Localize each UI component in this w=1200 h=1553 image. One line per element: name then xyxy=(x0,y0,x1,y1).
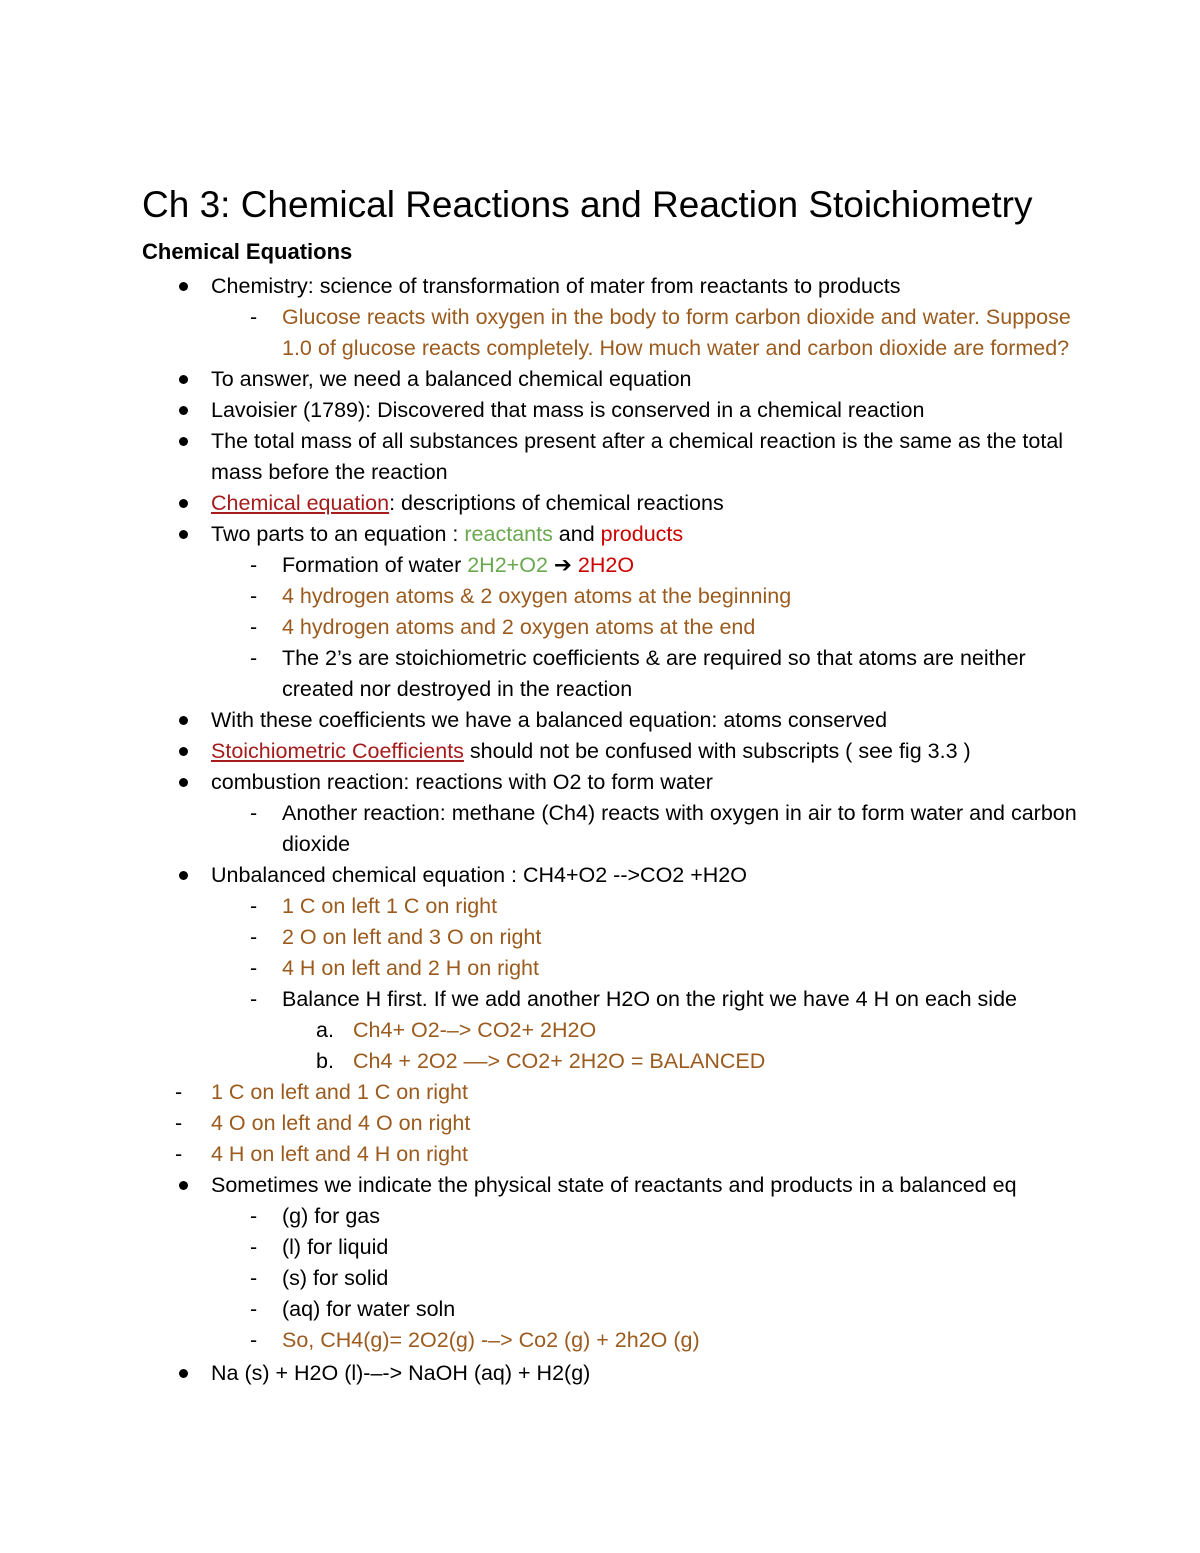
list-item: Na (s) + H2O (l)-–-> NaOH (aq) + H2(g) xyxy=(211,1361,591,1385)
definition-text: : descriptions of chemical reactions xyxy=(389,491,724,515)
list-item: To answer, we need a balanced chemical equation xyxy=(211,367,692,391)
products-formula: 2H2O xyxy=(577,553,635,577)
list-item: Ch4+ O2-–> CO2+ 2H2O xyxy=(353,1018,597,1042)
dash-marker: - xyxy=(250,801,258,825)
arrow-icon: ➔ xyxy=(547,553,578,577)
bullet-dot xyxy=(179,437,188,446)
list-item xyxy=(211,519,683,550)
list-item: 1 C on left and 1 C on right xyxy=(211,1080,468,1104)
dash-marker: - xyxy=(250,956,258,980)
section-heading: Chemical Equations xyxy=(142,239,353,264)
term-stoichiometric-coefficients: Stoichiometric Coefficients xyxy=(211,739,464,763)
list-item: Lavoisier (1789): Discovered that mass is conserved in a chemical reaction xyxy=(211,398,925,422)
dash-marker: - xyxy=(250,1297,258,1321)
dash-marker: - xyxy=(250,646,258,670)
bullet-dot xyxy=(179,499,188,508)
dash-marker: - xyxy=(250,1204,258,1228)
bullet-dot xyxy=(179,1181,188,1190)
dash-marker: - xyxy=(250,1266,258,1290)
list-item: (l) for liquid xyxy=(282,1235,389,1259)
term-chemical-equation: Chemical equation xyxy=(211,491,390,515)
definition-text: should not be confused with subscripts ( see fig 3.3 ) xyxy=(463,739,971,763)
list-item: Another reaction: methane (Ch4) reacts with oxygen in air to form water and carbon xyxy=(282,801,1077,825)
dash-marker: - xyxy=(250,584,258,608)
bullet-dot xyxy=(179,871,188,880)
dash-marker: - xyxy=(250,305,258,329)
reactants-formula: 2H2+O2 xyxy=(467,553,548,577)
text: Two parts to an equation : xyxy=(211,522,465,546)
bullet-dot xyxy=(179,406,188,415)
list-item-continued: dioxide xyxy=(282,832,351,856)
dash-marker: - xyxy=(175,1142,183,1166)
bullet-dot xyxy=(179,282,188,291)
list-item: So, CH4(g)= 2O2(g) -–> Co2 (g) + 2h2O (g) xyxy=(282,1328,700,1352)
list-item: 4 O on left and 4 O on right xyxy=(211,1111,471,1135)
list-item xyxy=(211,736,971,767)
products-label: products xyxy=(600,522,684,546)
bullet-dot xyxy=(179,747,188,756)
list-item: The 2’s are stoichiometric coefficients & are required so that atoms are neither xyxy=(282,646,1026,670)
list-item: (s) for solid xyxy=(282,1266,389,1290)
list-item xyxy=(211,488,724,519)
dash-marker: - xyxy=(250,987,258,1011)
dash-marker: - xyxy=(250,894,258,918)
dash-marker: - xyxy=(175,1111,183,1135)
dash-marker: - xyxy=(175,1080,183,1104)
list-item-continued: mass before the reaction xyxy=(211,460,448,484)
dash-marker: - xyxy=(250,925,258,949)
bullet-dot xyxy=(179,716,188,725)
list-item: combustion reaction: reactions with O2 to form water xyxy=(211,770,713,794)
bullet-dot xyxy=(179,375,188,384)
list-item: With these coefficients we have a balanced equation: atoms conserved xyxy=(211,708,888,732)
dash-marker: - xyxy=(250,615,258,639)
list-item: 4 H on left and 2 H on right xyxy=(282,956,539,980)
reactants-label: reactants xyxy=(464,522,553,546)
list-item: 4 hydrogen atoms & 2 oxygen atoms at the beginning xyxy=(282,584,792,608)
list-item: Balance H first. If we add another H2O on the right we have 4 H on each side xyxy=(282,987,1017,1011)
list-item: Sometimes we indicate the physical state of reactants and products in a balanced eq xyxy=(211,1173,1017,1197)
list-item: (g) for gas xyxy=(282,1204,380,1228)
list-item: 4 H on left and 4 H on right xyxy=(211,1142,468,1166)
list-item: Ch4 + 2O2 ––> CO2+ 2H2O = BALANCED xyxy=(353,1049,766,1073)
ordered-marker: a. xyxy=(316,1018,334,1042)
dash-marker: - xyxy=(250,553,258,577)
text: Formation of water xyxy=(282,553,468,577)
text: and xyxy=(552,522,601,546)
list-item: 4 hydrogen atoms and 2 oxygen atoms at the end xyxy=(282,615,756,639)
bullet-dot xyxy=(179,1369,188,1378)
list-item: 2 O on left and 3 O on right xyxy=(282,925,542,949)
dash-marker: - xyxy=(250,1235,258,1259)
list-item: (aq) for water soln xyxy=(282,1297,456,1321)
page-title: Ch 3: Chemical Reactions and Reaction Stoichiometry xyxy=(142,184,1033,225)
list-item-continued: created nor destroyed in the reaction xyxy=(282,677,633,701)
list-item: The total mass of all substances present after a chemical reaction is the same as the total xyxy=(211,429,1064,453)
list-item: 1 C on left 1 C on right xyxy=(282,894,498,918)
dash-marker: - xyxy=(250,1328,258,1352)
list-item: Unbalanced chemical equation : CH4+O2 -->CO2 +H2O xyxy=(211,863,747,887)
list-item: Glucose reacts with oxygen in the body to form carbon dioxide and water. Suppose xyxy=(282,305,1071,329)
list-item-continued: 1.0 of glucose reacts completely. How much water and carbon dioxide are formed? xyxy=(282,336,1070,360)
bullet-dot xyxy=(179,778,188,787)
bullet-dot xyxy=(179,530,188,539)
list-item: Chemistry: science of transformation of mater from reactants to products xyxy=(211,274,901,298)
list-item xyxy=(282,550,634,581)
ordered-marker: b. xyxy=(316,1049,334,1073)
